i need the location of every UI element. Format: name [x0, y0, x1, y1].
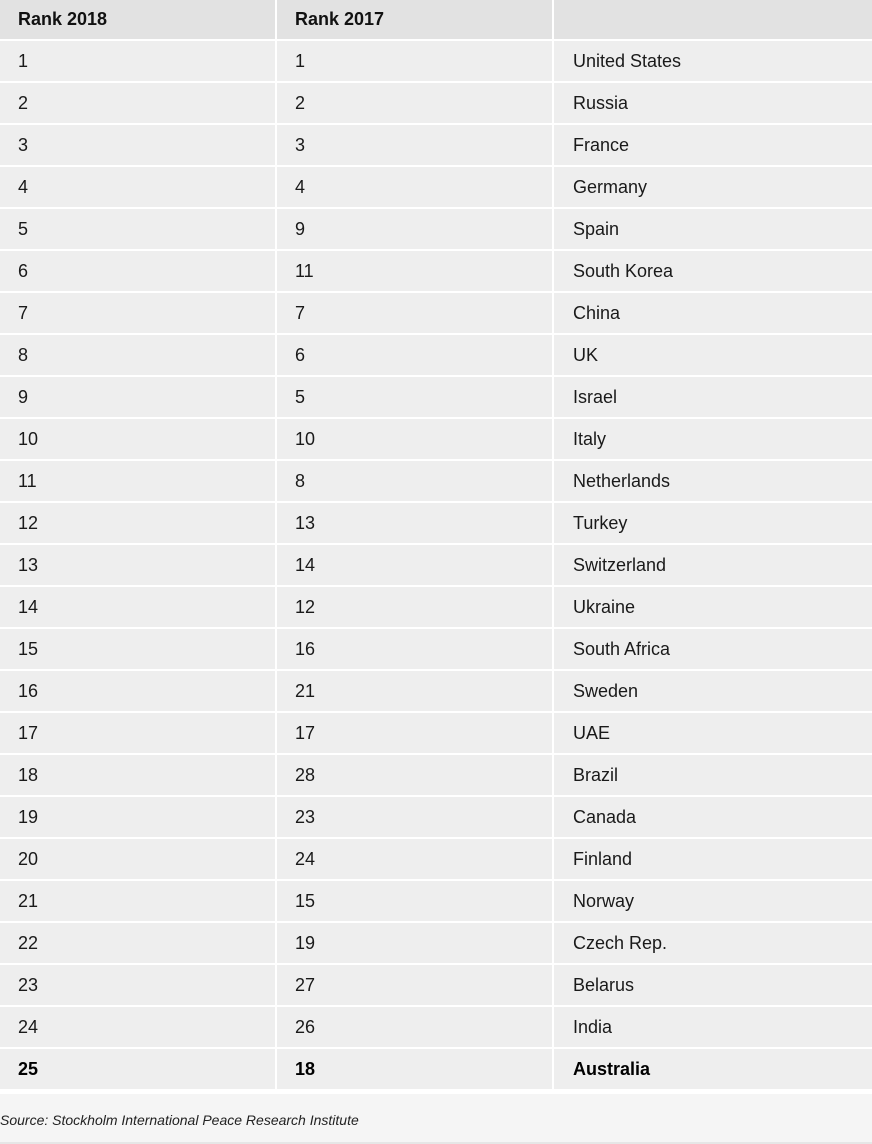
cell-country: Sweden — [553, 670, 872, 712]
cell-rank-2017: 7 — [276, 292, 553, 334]
cell-rank-2018: 22 — [0, 922, 276, 964]
table-row — [0, 544, 872, 586]
cell-rank-2017: 21 — [276, 670, 553, 712]
cell-rank-2018: 21 — [0, 880, 276, 922]
cell-rank-2018: 15 — [0, 628, 276, 670]
table-row — [0, 40, 872, 82]
cell-rank-2017: 12 — [276, 586, 553, 628]
cell-country: Italy — [553, 418, 872, 460]
cell-rank-2017: 5 — [276, 376, 553, 418]
cell-rank-2018: 12 — [0, 502, 276, 544]
cell-rank-2017: 17 — [276, 712, 553, 754]
cell-rank-2018: 11 — [0, 460, 276, 502]
cell-rank-2018: 8 — [0, 334, 276, 376]
cell-rank-2018: 18 — [0, 754, 276, 796]
cell-country: United States — [553, 40, 872, 82]
cell-country: India — [553, 1006, 872, 1048]
cell-rank-2017: 10 — [276, 418, 553, 460]
cell-rank-2018: 9 — [0, 376, 276, 418]
table-row — [0, 964, 872, 1006]
cell-rank-2018: 6 — [0, 250, 276, 292]
cell-rank-2017: 9 — [276, 208, 553, 250]
header-rank-2018: Rank 2018 — [0, 0, 276, 40]
cell-country: Belarus — [553, 964, 872, 1006]
table-row — [0, 754, 872, 796]
cell-country: Czech Rep. — [553, 922, 872, 964]
cell-rank-2018: 23 — [0, 964, 276, 1006]
cell-country: Brazil — [553, 754, 872, 796]
cell-rank-2017: 16 — [276, 628, 553, 670]
header-rank-2017: Rank 2017 — [276, 0, 553, 40]
table-row — [0, 334, 872, 376]
table-row — [0, 922, 872, 964]
source-footer — [0, 1094, 872, 1144]
cell-country: UK — [553, 334, 872, 376]
cell-rank-2017: 1 — [276, 40, 553, 82]
table-row — [0, 1006, 872, 1048]
cell-country: Switzerland — [553, 544, 872, 586]
table-row — [0, 1048, 872, 1090]
cell-rank-2018: 3 — [0, 124, 276, 166]
table-row — [0, 460, 872, 502]
cell-rank-2017: 23 — [276, 796, 553, 838]
table-row — [0, 838, 872, 880]
cell-rank-2017: 14 — [276, 544, 553, 586]
table-row — [0, 418, 872, 460]
cell-country: Israel — [553, 376, 872, 418]
table-row — [0, 796, 872, 838]
table-row — [0, 712, 872, 754]
cell-rank-2018: 16 — [0, 670, 276, 712]
cell-rank-2017: 11 — [276, 250, 553, 292]
cell-rank-2017: 6 — [276, 334, 553, 376]
table-row — [0, 82, 872, 124]
table-row — [0, 880, 872, 922]
table-body — [0, 40, 872, 1090]
cell-rank-2018: 2 — [0, 82, 276, 124]
table-row — [0, 670, 872, 712]
cell-rank-2018: 20 — [0, 838, 276, 880]
cell-rank-2017: 15 — [276, 880, 553, 922]
cell-rank-2017: 19 — [276, 922, 553, 964]
cell-rank-2018: 25 — [0, 1048, 276, 1090]
table-row — [0, 208, 872, 250]
cell-country: Russia — [553, 82, 872, 124]
cell-rank-2017: 3 — [276, 124, 553, 166]
cell-country: South Africa — [553, 628, 872, 670]
cell-rank-2017: 4 — [276, 166, 553, 208]
cell-rank-2018: 7 — [0, 292, 276, 334]
table-row — [0, 250, 872, 292]
table-header-row — [0, 0, 872, 40]
cell-rank-2018: 17 — [0, 712, 276, 754]
cell-country: Finland — [553, 838, 872, 880]
cell-rank-2017: 26 — [276, 1006, 553, 1048]
table-row — [0, 124, 872, 166]
cell-country: Spain — [553, 208, 872, 250]
cell-country: Canada — [553, 796, 872, 838]
cell-rank-2017: 24 — [276, 838, 553, 880]
cell-country: France — [553, 124, 872, 166]
cell-country: Netherlands — [553, 460, 872, 502]
cell-country: UAE — [553, 712, 872, 754]
header-country — [553, 0, 872, 40]
table-row — [0, 628, 872, 670]
cell-rank-2018: 14 — [0, 586, 276, 628]
cell-rank-2018: 1 — [0, 40, 276, 82]
cell-country: Ukraine — [553, 586, 872, 628]
cell-rank-2017: 28 — [276, 754, 553, 796]
table-row — [0, 376, 872, 418]
cell-country: South Korea — [553, 250, 872, 292]
cell-rank-2017: 18 — [276, 1048, 553, 1090]
cell-rank-2017: 8 — [276, 460, 553, 502]
table-row — [0, 502, 872, 544]
cell-country: Turkey — [553, 502, 872, 544]
cell-rank-2018: 4 — [0, 166, 276, 208]
cell-rank-2018: 13 — [0, 544, 276, 586]
cell-rank-2018: 10 — [0, 418, 276, 460]
cell-rank-2018: 19 — [0, 796, 276, 838]
cell-country: Australia — [553, 1048, 872, 1090]
cell-country: Norway — [553, 880, 872, 922]
cell-country: Germany — [553, 166, 872, 208]
cell-rank-2018: 5 — [0, 208, 276, 250]
table-row — [0, 292, 872, 334]
cell-rank-2017: 2 — [276, 82, 553, 124]
cell-rank-2017: 13 — [276, 502, 553, 544]
cell-rank-2018: 24 — [0, 1006, 276, 1048]
cell-rank-2017: 27 — [276, 964, 553, 1006]
table-row — [0, 166, 872, 208]
source-note: Source: Stockholm International Peace Research Institute — [0, 1112, 359, 1128]
cell-country: China — [553, 292, 872, 334]
table-row — [0, 586, 872, 628]
